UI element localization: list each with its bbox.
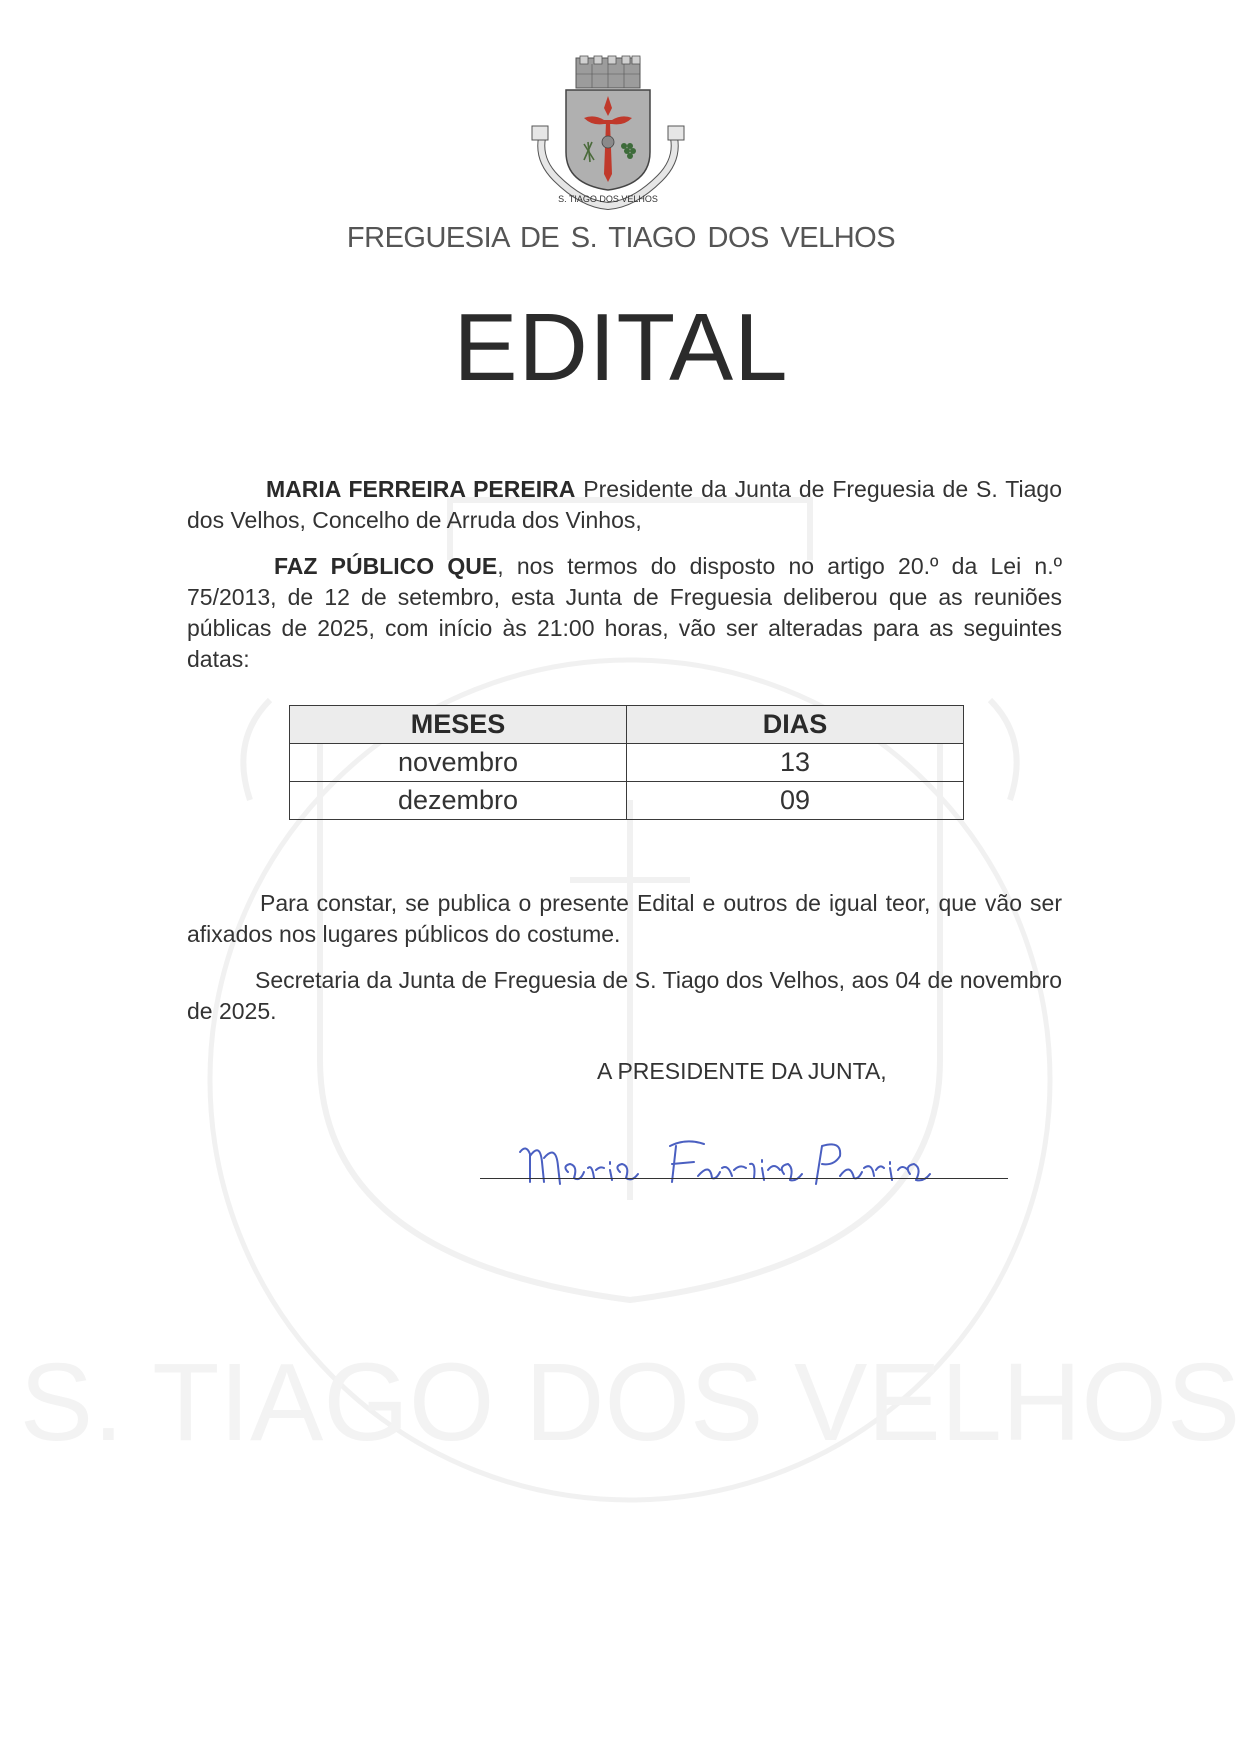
intro-paragraph [187, 474, 1062, 536]
table-row [290, 782, 964, 820]
date-paragraph: Secretaria da Junta de Freguesia de S. Tiago dos Velhos, aos 04 de novembro de 2025. [187, 967, 1062, 1024]
signature-line [480, 1178, 1008, 1179]
meeting-dates-table [289, 705, 964, 820]
cell-month: dezembro [290, 782, 627, 820]
announcement-paragraph [187, 551, 1062, 675]
coat-of-arms-crest-icon [528, 56, 688, 216]
page-title: EDITAL [453, 294, 789, 401]
announcement-text: , nos termos do disposto no artigo 20.º da Lei n.º 75/2013, de 12 de setembro, esta Junta de Freguesia deliberou que as reuniões públicas de 2025, com início às 21:00 horas, vão ser alteradas para as seguintes datas: [187, 553, 1063, 672]
cell-day: 13 [627, 744, 964, 782]
parish-name: FREGUESIA DE S. TIAGO DOS VELHOS [346, 222, 896, 254]
table-row [290, 744, 964, 782]
announcement-lead: FAZ PÚBLICO QUE [274, 553, 498, 579]
svg-text:S. TIAGO DOS VELHOS: S. TIAGO DOS VELHOS [19, 1341, 1241, 1464]
intro-text: Presidente da Junta de Freguesia de S. Tiago dos Velhos, Concelho de Arruda dos Vinhos, [187, 476, 1062, 533]
closing-paragraph: Para constar, se publica o presente Edital e outros de igual teor, que vão ser afixados nos lugares públicos do costume. [187, 890, 1062, 947]
table-header-row [290, 706, 964, 744]
crest-ribbon-text: S. TIAGO DOS VELHOS [558, 194, 658, 204]
cell-day: 09 [627, 782, 964, 820]
cell-month: novembro [290, 744, 627, 782]
signatory-title: A PRESIDENTE DA JUNTA, [597, 1058, 887, 1084]
col-header-meses: MESES [290, 706, 627, 744]
col-header-dias: DIAS [627, 706, 964, 744]
handwritten-signature [500, 1122, 940, 1192]
president-name: MARIA FERREIRA PEREIRA [266, 476, 576, 502]
